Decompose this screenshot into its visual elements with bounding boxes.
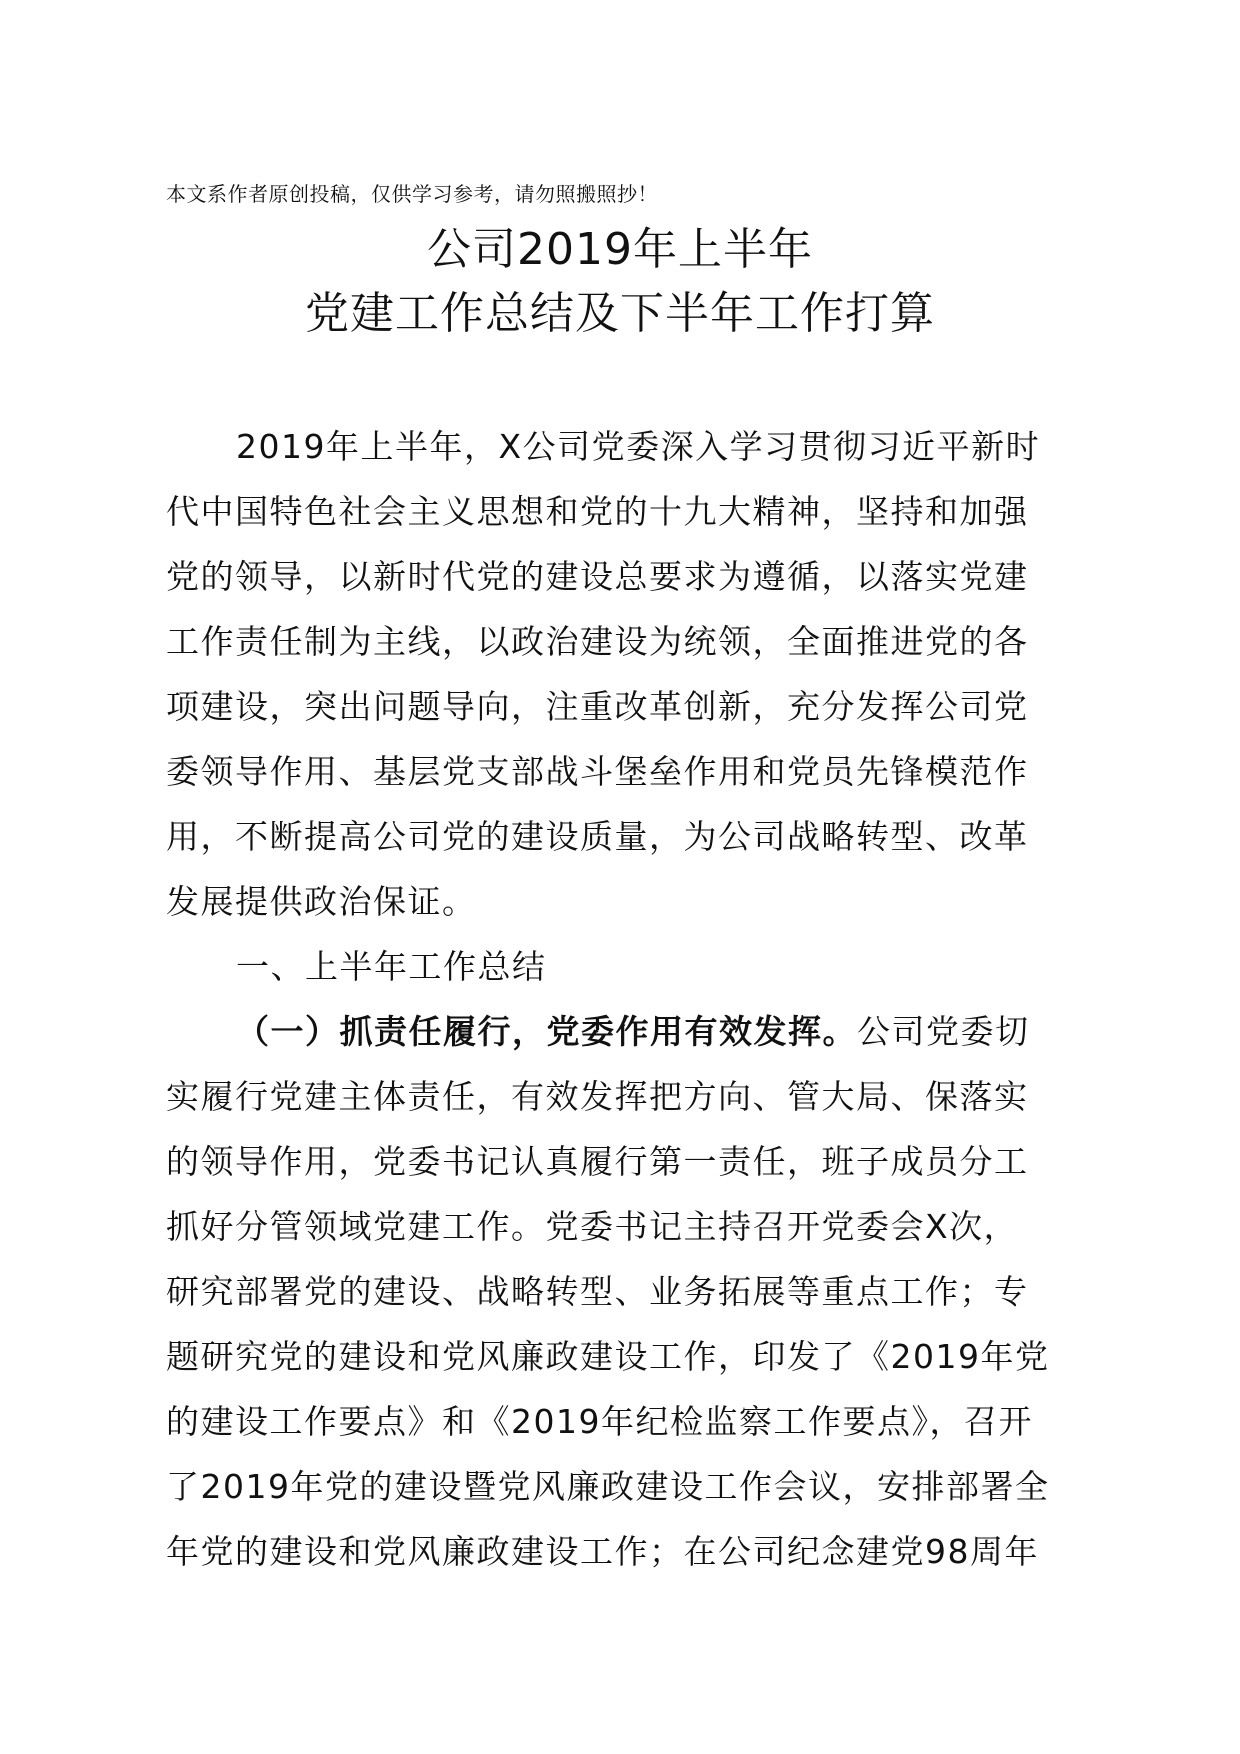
paragraph-line: 发展提供政治保证。 bbox=[166, 882, 477, 921]
paragraph-line: 的建设工作要点》和《2019年纪检监察工作要点》，召开 bbox=[166, 1402, 1033, 1441]
document-body bbox=[166, 414, 1078, 1584]
paragraph-line: 年党的建设和党风廉政建设工作；在公司纪念建党98周年 bbox=[166, 1532, 1039, 1571]
paragraph-line: 研究部署党的建设、战略转型、业务拓展等重点工作；专 bbox=[166, 1272, 1029, 1311]
paragraph-line: 党的领导，以新时代党的建设总要求为遵循，以落实党建 bbox=[166, 557, 1029, 596]
document-title-line-1: 公司2019年上半年 bbox=[427, 224, 813, 275]
paragraph-line: 工作责任制为主线，以政治建设为统领，全面推进党的各 bbox=[166, 622, 1029, 661]
subsection-text: 公司党委切 bbox=[857, 1012, 1030, 1051]
paragraph-line: 代中国特色社会主义思想和党的十九大精神，坚持和加强 bbox=[166, 492, 1029, 531]
paragraph-line: 实履行党建主体责任，有效发挥把方向、管大局、保落实 bbox=[166, 1077, 1029, 1116]
paragraph-line: 抓好分管领域党建工作。党委书记主持召开党委会X次， bbox=[166, 1207, 1019, 1246]
paragraph-line: 用，不断提高公司党的建设质量，为公司战略转型、改革 bbox=[166, 817, 1029, 856]
subsection-heading: （一）抓责任履行，党委作用有效发挥。 bbox=[236, 1012, 857, 1051]
section-heading: 一、上半年工作总结 bbox=[236, 947, 547, 986]
document-title-line-2: 党建工作总结及下半年工作打算 bbox=[305, 288, 935, 339]
paragraph-line: 2019年上半年，X公司党委深入学习贯彻习近平新时 bbox=[236, 427, 1041, 466]
copyright-notice: 本文系作者原创投稿，仅供学习参考，请勿照搬照抄！ bbox=[166, 182, 658, 206]
paragraph-line: 项建设，突出问题导向，注重改革创新，充分发挥公司党 bbox=[166, 687, 1029, 726]
subsection-first-line bbox=[166, 999, 1078, 1064]
paragraph-line: 题研究党的建设和党风廉政建设工作，印发了《2019年党 bbox=[166, 1337, 1050, 1376]
paragraph-line: 的领导作用，党委书记认真履行第一责任，班子成员分工 bbox=[166, 1142, 1029, 1181]
paragraph-line: 委领导作用、基层党支部战斗堡垒作用和党员先锋模范作 bbox=[166, 752, 1029, 791]
paragraph-line: 了2019年党的建设暨党风廉政建设工作会议，安排部署全 bbox=[166, 1467, 1050, 1506]
